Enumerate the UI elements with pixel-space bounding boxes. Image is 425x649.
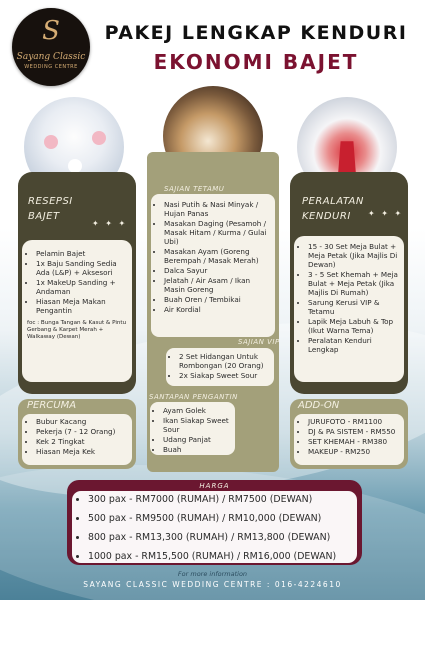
sajian-vip-header: SAJIAN VIP: [238, 338, 280, 346]
harga-header: HARGA: [199, 482, 230, 490]
peralatan-header: KENDURI: [302, 211, 351, 222]
list-item: • Hiasan Meja Kek: [36, 447, 129, 456]
list-item: • Masakan Daging (Pesamoh / Masak Hitam / Kurma / Gulai Ubi): [164, 219, 271, 246]
star-decoration: ✦ ✦ ✦: [368, 209, 404, 218]
list-item: • Pelamin Bajet: [36, 249, 127, 258]
flower-decoration: [92, 131, 106, 145]
flower-decoration: [44, 135, 58, 149]
sajian-tetamu-card: [151, 194, 275, 337]
list-item: • Buah Oren / Tembikai: [164, 295, 271, 304]
addon-list: [299, 417, 401, 456]
page-title: PAKEJ LENGKAP KENDURI: [104, 22, 408, 44]
santapan-header: SANTAPAN PENGANTIN: [149, 393, 238, 401]
price-line: • 1000 pax - RM15,500 (RUMAH) / RM16,000 (DEWAN): [88, 548, 356, 566]
logo-name: Sayang Classic: [16, 52, 86, 62]
page-subtitle: EKONOMI BAJET: [153, 50, 359, 74]
footer-info-label: For more information: [177, 570, 248, 578]
list-item: • Nasi Putih & Nasi Minyak / Hujan Panas: [164, 200, 271, 218]
list-item: • 3 - 5 Set Khemah + Meja Bulat + Meja Petak (Jika Majlis Di Rumah): [308, 270, 401, 297]
list-item: • SET KHEMAH - RM380: [308, 437, 401, 446]
list-item: • 2 Set Hidangan Untuk Rombongan (20 Orang): [179, 352, 272, 370]
resepsi-list: [27, 249, 127, 315]
logo-monogram: S: [42, 16, 60, 46]
sajian-vip-card: [166, 348, 274, 386]
list-item: • Peralatan Kenduri Lengkap: [308, 336, 401, 354]
addon-card: [294, 414, 404, 465]
footer-contact: SAYANG CLASSIC WEDDING CENTRE : 016-4224610: [83, 580, 342, 589]
list-item: • Lapik Meja Labuh & Top (Ikut Warna Tema): [308, 317, 401, 335]
list-item: • Buah: [163, 445, 234, 454]
list-item: • DJ & PA SISTEM - RM550: [308, 427, 401, 436]
santapan-card: [150, 402, 235, 455]
logo-subtitle: WEDDING CENTRE: [24, 64, 78, 70]
sajian-tetamu-header: SAJIAN TETAMU: [164, 185, 225, 193]
list-item: • MAKEUP - RM250: [308, 447, 401, 456]
star-decoration: ✦ ✦ ✦: [92, 219, 128, 228]
list-item: • Dalca Sayur: [164, 266, 271, 275]
price-line: • 300 pax - RM7000 (RUMAH) / RM7500 (DEWAN): [88, 491, 356, 509]
list-item: • 1x Baju Sanding Sedia Ada (L&P) + Aksesori: [36, 259, 127, 277]
harga-card: [72, 491, 357, 563]
list-item: • Masakan Ayam (Goreng Berempah / Masak Merah): [164, 247, 271, 265]
list-item: • 2x Siakap Sweet Sour: [179, 371, 272, 380]
percuma-header: PERCUMA: [27, 400, 77, 411]
list-item: • Hiasan Meja Makan Pengantin: [36, 297, 127, 315]
list-item: • Udang Panjat: [163, 435, 234, 444]
resepsi-header: RESEPSI: [28, 196, 73, 207]
list-item: • Kek 2 Tingkat: [36, 437, 129, 446]
santapan-list: [154, 406, 234, 454]
price-line: • 800 pax - RM13,300 (RUMAH) / RM13,800 (DEWAN): [88, 529, 356, 547]
list-item: • Bubur Kacang: [36, 417, 129, 426]
list-item: • 1x MakeUp Sanding + Andaman: [36, 278, 127, 296]
sajian-vip-list: [170, 352, 272, 380]
resepsi-card: [22, 240, 132, 382]
sajian-tetamu-list: [155, 200, 271, 314]
peralatan-card: [294, 236, 404, 382]
price-line: • 500 pax - RM9500 (RUMAH) / RM10,000 (DEWAN): [88, 510, 356, 528]
list-item: • Sarung Kerusi VIP & Tetamu: [308, 298, 401, 316]
percuma-card: [22, 414, 132, 465]
foc-note: foc : Bunga Tangan & Kasut & Pintu Gerbang & Karpet Merah + Walkaway (Dewan): [27, 320, 127, 340]
list-item: • Ayam Golek: [163, 406, 234, 415]
list-item: • Pekerja (7 - 12 Orang): [36, 427, 129, 436]
resepsi-header: BAJET: [28, 211, 60, 222]
brand-logo: [12, 8, 90, 86]
list-item: • JURUFOTO - RM1100: [308, 417, 401, 426]
list-item: • Jelatah / Air Asam / Ikan Masin Goreng: [164, 276, 271, 294]
flower-decoration: [68, 159, 82, 173]
addon-header: ADD-ON: [298, 400, 340, 411]
percuma-list: [27, 417, 129, 456]
harga-list: [76, 491, 356, 566]
list-item: • Ikan Siakap Sweet Sour: [163, 416, 234, 434]
peralatan-header: PERALATAN: [302, 196, 364, 207]
peralatan-list: [299, 242, 401, 354]
list-item: • 15 - 30 Set Meja Bulat + Meja Petak (Jika Majlis Di Dewan): [308, 242, 401, 269]
list-item: • Air Kordial: [164, 305, 271, 314]
